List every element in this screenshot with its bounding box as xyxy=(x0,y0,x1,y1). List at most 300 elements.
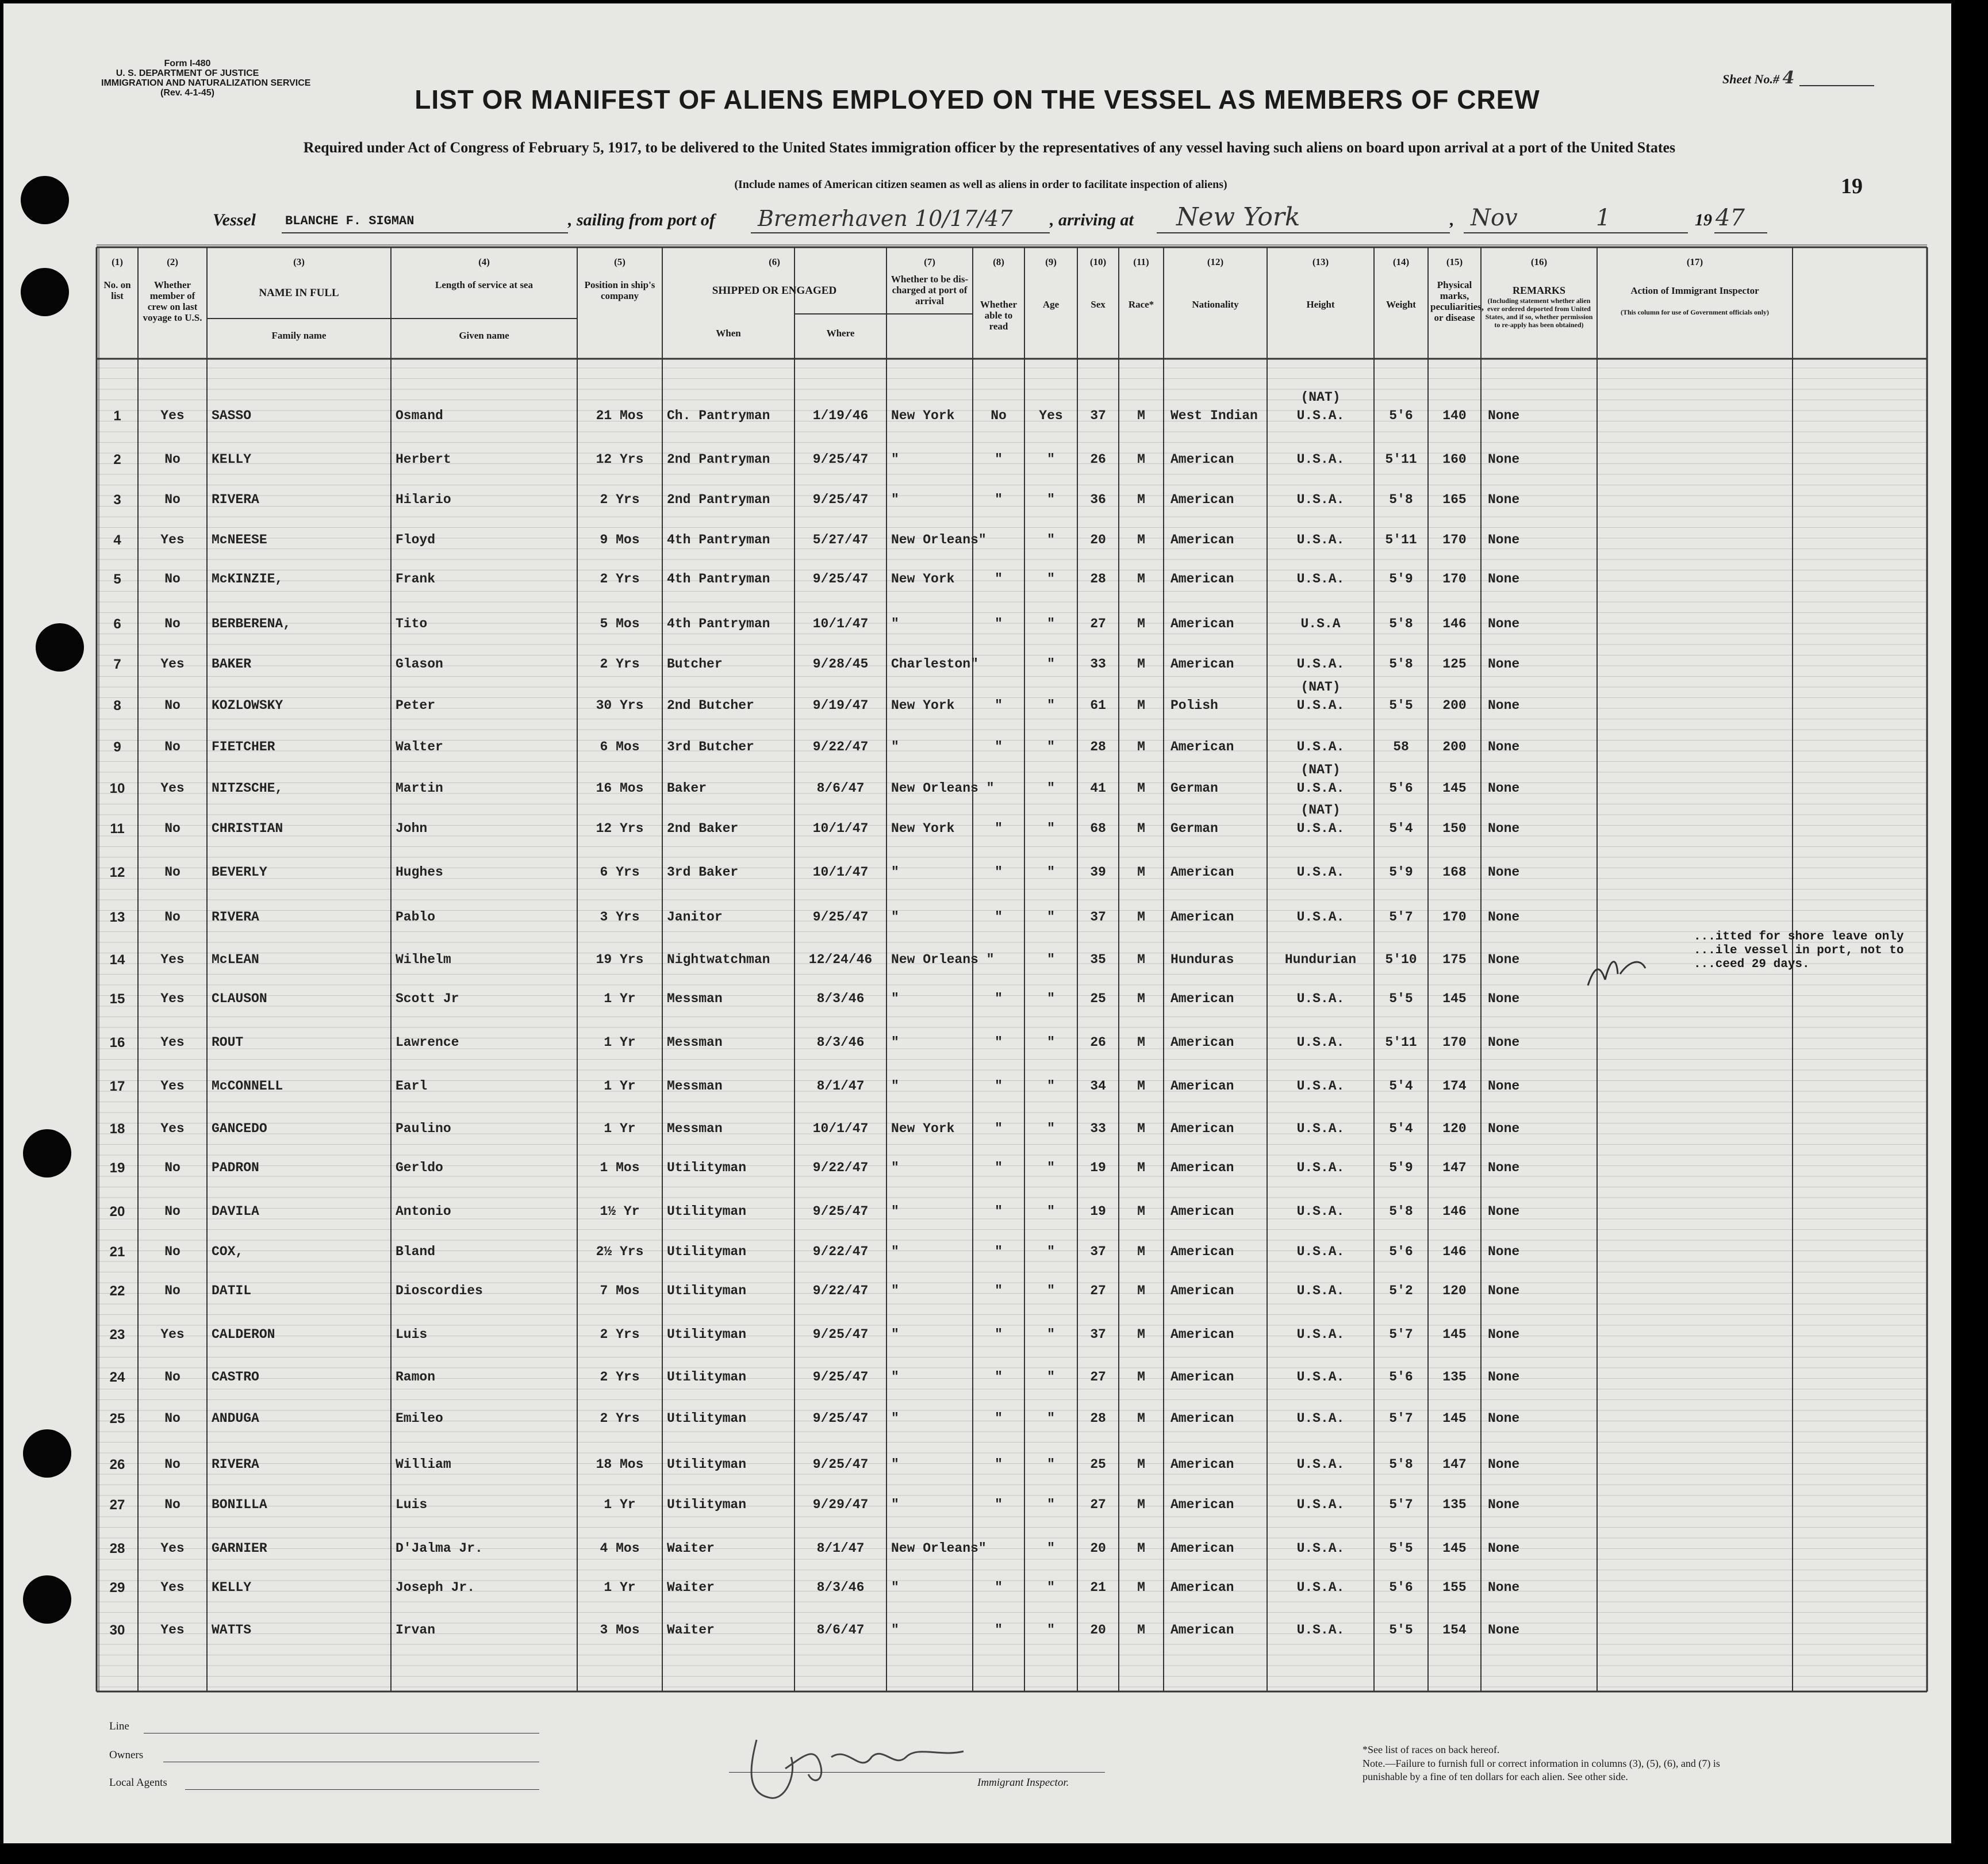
position: 4th Pantryman xyxy=(667,532,770,547)
nationality-note: (NAT) xyxy=(1300,803,1341,818)
service-length: 12 Yrs xyxy=(596,452,644,467)
sex: M xyxy=(1137,698,1145,713)
nationality: U.S.A. xyxy=(1296,1580,1345,1595)
weight: 200 xyxy=(1442,739,1467,754)
service-length: 7 Mos xyxy=(600,1283,640,1298)
line-label: Line xyxy=(109,1720,129,1732)
position: Baker xyxy=(667,781,707,796)
shipped-when: 9/25/47 xyxy=(812,1457,869,1472)
weight: 125 xyxy=(1442,657,1467,672)
shipped-when: 8/1/47 xyxy=(816,1541,865,1556)
col-action-number: (17) xyxy=(1686,256,1703,267)
shipped-where: " xyxy=(891,1457,899,1472)
position: Janitor xyxy=(667,910,723,925)
given-name: Glason xyxy=(396,657,443,672)
col-service-number: (4) xyxy=(478,256,490,267)
given-name: Frank xyxy=(396,572,436,586)
given-name: D'Jalma Jr. xyxy=(396,1541,483,1556)
age: 34 xyxy=(1090,1079,1106,1094)
col-read-number: (8) xyxy=(993,256,1004,267)
physical-marks: None xyxy=(1488,1541,1520,1556)
weight: 155 xyxy=(1442,1580,1467,1595)
family-name: KELLY xyxy=(212,1580,252,1595)
discharged: " xyxy=(995,616,1003,631)
race: American xyxy=(1170,1541,1234,1556)
shipped-where: " xyxy=(891,1244,899,1259)
able-to-read: " xyxy=(1047,1580,1055,1595)
family-name: BERBERENA, xyxy=(212,616,291,631)
row-number: 13 xyxy=(109,910,125,925)
able-to-read: " xyxy=(1047,1497,1055,1512)
shipped-when: 9/22/47 xyxy=(812,1283,869,1298)
shipped-where: " xyxy=(891,739,899,754)
age: 28 xyxy=(1090,739,1106,754)
nationality: U.S.A. xyxy=(1296,657,1345,672)
able-to-read: " xyxy=(1047,1121,1055,1136)
col-marks-number: (15) xyxy=(1446,256,1463,267)
given-name: Emileo xyxy=(396,1411,443,1426)
page-number: 19 xyxy=(1841,174,1863,198)
owners-label: Owners xyxy=(109,1749,144,1761)
given-name: Pablo xyxy=(396,910,436,925)
shipped-where: " xyxy=(891,991,899,1006)
last-voyage: No xyxy=(164,821,181,836)
physical-marks: None xyxy=(1488,1370,1520,1384)
arrival-month: Nov xyxy=(1471,205,1518,231)
family-name: DAVILA xyxy=(212,1204,259,1219)
nationality: U.S.A xyxy=(1300,616,1341,631)
given-name: Paulino xyxy=(396,1121,451,1136)
given-name: Osmand xyxy=(396,408,443,423)
physical-marks: None xyxy=(1488,1160,1520,1175)
sex: M xyxy=(1137,1079,1145,1094)
sheet-number-label: Sheet No.# xyxy=(1722,72,1779,86)
physical-marks: None xyxy=(1488,1411,1520,1426)
nationality: U.S.A. xyxy=(1296,1327,1345,1342)
weight: 200 xyxy=(1442,698,1467,713)
row-number: 22 xyxy=(109,1283,125,1299)
discharged: " xyxy=(995,1121,1003,1136)
nationality: U.S.A. xyxy=(1296,1497,1345,1512)
position: 3rd Butcher xyxy=(667,739,754,754)
row-number: 19 xyxy=(109,1160,125,1176)
able-to-read: " xyxy=(1047,1457,1055,1472)
able-to-read: " xyxy=(1047,492,1055,507)
height: 5'11 xyxy=(1385,1035,1417,1050)
col-position-number: (5) xyxy=(614,256,625,267)
height: 5'9 xyxy=(1389,865,1413,880)
race: German xyxy=(1170,821,1218,836)
last-voyage: No xyxy=(164,1283,181,1298)
shipped-when: 10/1/47 xyxy=(812,616,869,631)
row-number: 6 xyxy=(113,616,121,632)
physical-marks: None xyxy=(1488,698,1520,713)
race: American xyxy=(1170,1370,1234,1384)
family-name: CALDERON xyxy=(212,1327,275,1342)
discharged: " xyxy=(995,1244,1003,1259)
height: 5'9 xyxy=(1389,1160,1413,1175)
weight: 154 xyxy=(1442,1623,1467,1637)
race: Hunduras xyxy=(1170,952,1234,967)
discharged: " xyxy=(995,1079,1003,1094)
col-action-note: (This column for use of Government officials only) xyxy=(1620,308,1770,316)
able-to-read: " xyxy=(1047,572,1055,586)
physical-marks: None xyxy=(1488,1244,1520,1259)
nationality: U.S.A. xyxy=(1296,1411,1345,1426)
weight: 175 xyxy=(1442,952,1467,967)
nationality: U.S.A. xyxy=(1296,408,1345,423)
col-discharged-label: Whether to be dis-charged at port of arrival xyxy=(891,274,969,306)
able-to-read: " xyxy=(1047,452,1055,467)
sex: M xyxy=(1137,1411,1145,1426)
family-name: McCONNELL xyxy=(212,1079,283,1094)
discharged: " xyxy=(995,991,1003,1006)
col-weight-label: Weight xyxy=(1386,299,1416,310)
last-voyage: No xyxy=(164,1370,181,1384)
last-voyage: No xyxy=(164,1457,181,1472)
family-name: KOZLOWSKY xyxy=(212,698,283,713)
given-name: Gerldo xyxy=(396,1160,443,1175)
shipped-when: 9/22/47 xyxy=(812,739,869,754)
given-name: Wilhelm xyxy=(396,952,451,967)
nationality: U.S.A. xyxy=(1296,1457,1345,1472)
able-to-read: Yes xyxy=(1039,408,1063,423)
able-to-read: " xyxy=(1047,1327,1055,1342)
age: 37 xyxy=(1090,1244,1106,1259)
position: Utilityman xyxy=(667,1283,747,1298)
race: American xyxy=(1170,1411,1234,1426)
given-name: Herbert xyxy=(396,452,451,467)
service-length: 1 Yr xyxy=(604,991,636,1006)
weight: 120 xyxy=(1442,1121,1467,1136)
position: Waiter xyxy=(667,1541,715,1556)
row-number: 27 xyxy=(109,1497,125,1513)
shipped-when: 9/22/47 xyxy=(812,1160,869,1175)
height: 5'6 xyxy=(1389,781,1413,796)
weight: 146 xyxy=(1442,1204,1467,1219)
service-length: 21 Mos xyxy=(596,408,644,423)
sex: M xyxy=(1137,452,1145,467)
family-name: GARNIER xyxy=(212,1541,267,1556)
height: 5'8 xyxy=(1389,492,1413,507)
given-name: Antonio xyxy=(396,1204,451,1219)
nationality: U.S.A. xyxy=(1296,1370,1345,1384)
shipped-where: New York xyxy=(891,821,955,836)
shipped-when: 9/25/47 xyxy=(812,572,869,586)
weight: 135 xyxy=(1442,1370,1467,1384)
nationality: U.S.A. xyxy=(1296,1035,1345,1050)
physical-marks: None xyxy=(1488,821,1520,836)
position: Utilityman xyxy=(667,1327,747,1342)
shipped-when: 9/22/47 xyxy=(812,1244,869,1259)
col-weight-number: (14) xyxy=(1392,256,1410,267)
nationality: U.S.A. xyxy=(1296,1541,1345,1556)
col-read-label: Whether able to read xyxy=(980,299,1018,332)
shipped-where: New Orleans " xyxy=(891,952,995,967)
last-voyage: No xyxy=(164,492,181,507)
age: 27 xyxy=(1090,1370,1106,1384)
age: 21 xyxy=(1090,1580,1106,1595)
position: 3rd Baker xyxy=(667,865,739,880)
nationality: U.S.A. xyxy=(1296,1283,1345,1298)
family-name: CASTRO xyxy=(212,1370,259,1384)
race: American xyxy=(1170,1079,1234,1094)
form-revision: (Rev. 4-1-45) xyxy=(160,88,214,98)
nationality: U.S.A. xyxy=(1296,572,1345,586)
nationality: U.S.A. xyxy=(1296,821,1345,836)
shipped-where: New York xyxy=(891,408,955,423)
age: 20 xyxy=(1090,532,1106,547)
given-name: Walter xyxy=(396,739,443,754)
height: 5'4 xyxy=(1389,1121,1413,1136)
col-no-number: (1) xyxy=(112,256,123,267)
given-name: Luis xyxy=(396,1327,428,1342)
able-to-read: " xyxy=(1047,1244,1055,1259)
shipped-when: 1/19/46 xyxy=(812,408,869,423)
race: American xyxy=(1170,739,1234,754)
weight: 145 xyxy=(1442,1541,1467,1556)
nationality: U.S.A. xyxy=(1296,739,1345,754)
remark-line: ...ceed 29 days. xyxy=(1694,958,1810,971)
nationality: U.S.A. xyxy=(1296,532,1345,547)
height: 5'8 xyxy=(1389,1457,1413,1472)
physical-marks: None xyxy=(1488,1457,1520,1472)
shipped-when: 10/1/47 xyxy=(812,821,869,836)
last-voyage: Yes xyxy=(160,1327,185,1342)
age: 20 xyxy=(1090,1541,1106,1556)
row-number: 23 xyxy=(109,1327,125,1343)
row-number: 9 xyxy=(113,739,121,755)
col-shipped-number: (6) xyxy=(769,256,780,267)
family-name: NITZSCHE, xyxy=(212,781,283,796)
family-name: WATTS xyxy=(212,1623,252,1637)
sex: M xyxy=(1137,821,1145,836)
col-age-label: Age xyxy=(1042,299,1060,310)
height: 5'5 xyxy=(1389,991,1413,1006)
given-name: Ramon xyxy=(396,1370,436,1384)
age: 33 xyxy=(1090,657,1106,672)
physical-marks: None xyxy=(1488,1079,1520,1094)
sex: M xyxy=(1137,616,1145,631)
race: Polish xyxy=(1170,698,1218,713)
col-remarks-note: (Including statement whether alien ever ordered deported from United States, and if so, whether permission to re-apply has been obtained) xyxy=(1485,297,1593,329)
sex: M xyxy=(1137,572,1145,586)
weight: 168 xyxy=(1442,865,1467,880)
shipped-where: " xyxy=(891,1580,899,1595)
shipped-when: 8/6/47 xyxy=(816,781,865,796)
form-department: U. S. DEPARTMENT OF JUSTICE xyxy=(116,68,259,78)
shipped-when: 8/3/46 xyxy=(816,991,865,1006)
able-to-read: " xyxy=(1047,698,1055,713)
nationality: U.S.A. xyxy=(1296,452,1345,467)
age: 41 xyxy=(1090,781,1106,796)
family-name: FIETCHER xyxy=(212,739,275,754)
position: Utilityman xyxy=(667,1411,747,1426)
family-name: KELLY xyxy=(212,452,252,467)
discharged: " xyxy=(995,572,1003,586)
service-length: 2 Yrs xyxy=(600,572,640,586)
shipped-where: New Orleans" xyxy=(891,1541,987,1556)
discharged: " xyxy=(995,698,1003,713)
col-action-label: Action of Immigrant Inspector xyxy=(1630,285,1759,296)
col-discharged-number: (7) xyxy=(924,256,935,267)
physical-marks: None xyxy=(1488,616,1520,631)
race-note: *See list of races on back hereof. xyxy=(1363,1744,1500,1755)
nationality-note: (NAT) xyxy=(1300,680,1341,695)
age: 27 xyxy=(1090,616,1106,631)
race: American xyxy=(1170,1623,1234,1637)
race: American xyxy=(1170,492,1234,507)
shipped-where: " xyxy=(891,1079,899,1094)
able-to-read: " xyxy=(1047,1079,1055,1094)
col-age-number: (9) xyxy=(1045,256,1057,267)
shipped-where: New Orleans " xyxy=(891,781,995,796)
nationality: U.S.A. xyxy=(1296,698,1345,713)
able-to-read: " xyxy=(1047,1160,1055,1175)
row-number: 8 xyxy=(113,698,121,714)
discharged: " xyxy=(995,910,1003,925)
sex: M xyxy=(1137,1160,1145,1175)
race: American xyxy=(1170,1204,1234,1219)
given-name: Bland xyxy=(396,1244,436,1259)
sex: M xyxy=(1137,952,1145,967)
position: Messman xyxy=(667,1121,723,1136)
sailing-port: Bremerhaven 10/17/47 xyxy=(758,206,1013,231)
race: American xyxy=(1170,1580,1234,1595)
sex: M xyxy=(1137,1580,1145,1595)
position: Utilityman xyxy=(667,1160,747,1175)
col-nationality-number: (12) xyxy=(1207,256,1224,267)
row-number: 15 xyxy=(109,991,125,1007)
weight: 145 xyxy=(1442,1411,1467,1426)
height: 5'7 xyxy=(1389,1411,1413,1426)
shipped-where: " xyxy=(891,1497,899,1512)
shipped-where: Charleston" xyxy=(891,657,978,672)
sex: M xyxy=(1137,1327,1145,1342)
race: American xyxy=(1170,1457,1234,1472)
row14-remark xyxy=(1694,930,1903,972)
shipped-where: " xyxy=(891,452,899,467)
height: 5'7 xyxy=(1389,1497,1413,1512)
position: Messman xyxy=(667,991,723,1006)
age: 37 xyxy=(1090,910,1106,925)
col-service-label: Length of service at sea xyxy=(435,279,533,290)
sheet-number-value: 4 xyxy=(1782,68,1795,88)
age: 27 xyxy=(1090,1497,1106,1512)
nationality: U.S.A. xyxy=(1296,1160,1345,1175)
col-name-label: NAME IN FULL xyxy=(259,287,339,299)
remark-line: ...itted for shore leave only xyxy=(1694,930,1904,943)
given-name: Luis xyxy=(396,1497,428,1512)
physical-marks: None xyxy=(1488,572,1520,586)
col-no-label: No. on list xyxy=(103,279,131,301)
height: 5'10 xyxy=(1385,952,1417,967)
given-name: Floyd xyxy=(396,532,436,547)
last-voyage: Yes xyxy=(160,952,185,967)
physical-marks: None xyxy=(1488,452,1520,467)
discharged: " xyxy=(995,1411,1003,1426)
row-number: 4 xyxy=(113,532,121,548)
height: 5'7 xyxy=(1389,1327,1413,1342)
position: Messman xyxy=(667,1079,723,1094)
nationality: Hundurian xyxy=(1284,952,1357,967)
col-sex-number: (10) xyxy=(1089,256,1107,267)
last-voyage: No xyxy=(164,1497,181,1512)
race: American xyxy=(1170,572,1234,586)
family-name: BAKER xyxy=(212,657,252,672)
age: 26 xyxy=(1090,452,1106,467)
service-length: 2½ Yrs xyxy=(596,1244,644,1259)
sex: M xyxy=(1137,1121,1145,1136)
discharged: " xyxy=(995,1370,1003,1384)
position: 2nd Butcher xyxy=(667,698,754,713)
race: American xyxy=(1170,532,1234,547)
age: 20 xyxy=(1090,1623,1106,1637)
family-name: RIVERA xyxy=(212,910,259,925)
given-name: Tito xyxy=(396,616,428,631)
discharged: " xyxy=(995,739,1003,754)
shipped-when: 9/29/47 xyxy=(812,1497,869,1512)
arrival-year-prefix: 19 xyxy=(1695,210,1712,229)
shipped-where: New York xyxy=(891,572,955,586)
weight: 146 xyxy=(1442,616,1467,631)
col-family-name-label: Family name xyxy=(271,330,327,341)
row-number: 21 xyxy=(109,1244,125,1260)
height: 5'5 xyxy=(1389,1623,1413,1637)
last-voyage: No xyxy=(164,452,181,467)
col-remarks-number: (16) xyxy=(1530,256,1548,267)
last-voyage: Yes xyxy=(160,781,185,796)
height: 5'5 xyxy=(1389,698,1413,713)
shipped-when: 10/1/47 xyxy=(812,865,869,880)
col-marks-label: Physical marks, peculiarities, or disease xyxy=(1430,279,1484,323)
shipped-where: " xyxy=(891,1327,899,1342)
last-voyage: Yes xyxy=(160,991,185,1006)
nationality: U.S.A. xyxy=(1296,865,1345,880)
discharged: " xyxy=(995,1035,1003,1050)
last-voyage: Yes xyxy=(160,1580,185,1595)
service-length: 1 Yr xyxy=(604,1035,636,1050)
last-voyage: No xyxy=(164,616,181,631)
shipped-when: 9/19/47 xyxy=(812,698,869,713)
physical-marks: None xyxy=(1488,1283,1520,1298)
family-name: McNEESE xyxy=(212,532,267,547)
weight: 147 xyxy=(1442,1457,1467,1472)
race: American xyxy=(1170,991,1234,1006)
given-name: Martin xyxy=(396,781,443,796)
race: American xyxy=(1170,865,1234,880)
weight: 145 xyxy=(1442,1327,1467,1342)
given-name: John xyxy=(396,821,428,836)
family-name: ROUT xyxy=(212,1035,244,1050)
discharged: " xyxy=(995,1623,1003,1637)
position: Waiter xyxy=(667,1580,715,1595)
physical-marks: None xyxy=(1488,492,1520,507)
physical-marks: None xyxy=(1488,1580,1520,1595)
arrival-day: 1 xyxy=(1596,205,1611,231)
inspector-initials xyxy=(1582,945,1651,991)
family-name: BEVERLY xyxy=(212,865,267,880)
service-length: 1 Yr xyxy=(604,1079,636,1094)
discharged: " xyxy=(995,1457,1003,1472)
position: Utilityman xyxy=(667,1497,747,1512)
shipped-where: " xyxy=(891,1204,899,1219)
shipped-when: 8/3/46 xyxy=(816,1035,865,1050)
row-number: 11 xyxy=(110,821,125,837)
physical-marks: None xyxy=(1488,781,1520,796)
family-name: BONILLA xyxy=(212,1497,267,1512)
last-voyage: No xyxy=(164,1244,181,1259)
